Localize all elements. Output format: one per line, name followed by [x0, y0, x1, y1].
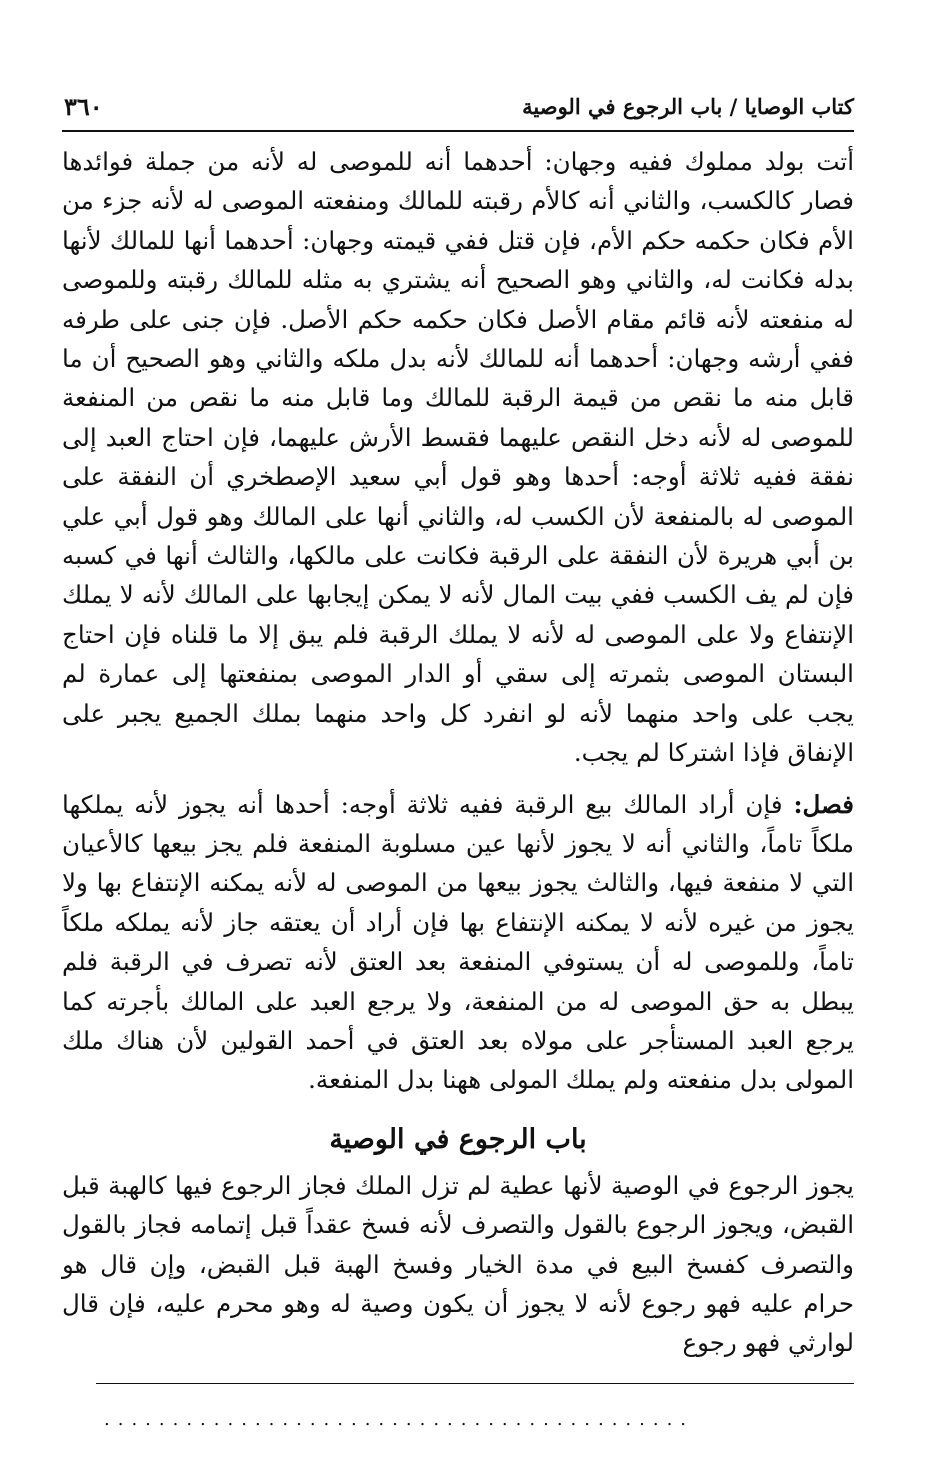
paragraph-section-sale — [62, 785, 854, 1100]
footnote-dots: ........................................... — [104, 1408, 695, 1430]
paragraph-revocation: يجوز الرجوع في الوصية لأنها عطية لم تزل الملك فجاز الرجوع فيها كالهبة قبل القبض، ويجوز الرجوع بالقول والتصرف لأنه فسخ عقداً قبل إتمامه فجاز بالقول والتصرف كفسخ البيع في مدة الخيار وفسخ الهبة قبل القبض، وإن قال هو حرام عليه فهو رجوع لأنه لا يجوز أن يكون وصية له وهو محرم عليه، فإن قال لوارثي فهو رجوع — [62, 1170, 854, 1358]
book-page — [62, 86, 855, 1430]
chapter-title: باب الرجوع في الوصية — [329, 1123, 587, 1155]
footnote-divider — [96, 1383, 854, 1384]
paragraph-bequest-of-child: أتت بولد مملوك ففيه وجهان: أحدهما أنه للموصى له لأنه من جملة فوائدها فصار كالكسب، والثاني أنه كالأم رقبته للمالك ومنفعته الموصى له لأنه جزء من الأم فكان حكمه حكم الأم، فإن قتل ففي قيمته وجهان: أحدهما أنها للمالك لأنها بدله فكانت له، والثاني وهو الصحيح أنه يشتري به مثله للمالك رقبته وللموصى له منفعته لأنه قائم مقام الأصل فكان حكمه حكم الأصل. فإن جنى على طرفه ففي أرشه وجهان: أحدهما أنه للمالك لأنه بدل ملكه والثاني وهو الصحيح أن ما قابل منه ما نقص من قيمة الرقبة للمالك وما قابل منه ما نقص من المنفعة للموصى له لأنه دخل النقص عليهما فقسط الأرش عليهما، فإن احتاج العبد إلى نفقة ففيه ثلاثة أوجه: أحدها وهو قول أبي سعيد الإصطخري أن النفقة على الموصى له بالمنفعة لأن الكسب له، والثاني أنها على المالك وهو قول أبي علي بن أبي هريرة لأن النفقة على الرقبة فكانت على مالكها، والثالث أنها في كسبه فإن لم يف الكسب ففي بيت المال لأنه لا يمكن إيجابها على المالك لأنه لا يملك الإنتفاع ولا على الموصى له لأنه لا يملك الرقبة فلم يبق إلا ما قلناه فإن احتاج البستان الموصى بثمرته إلى سقي أو الدار الموصى بمنفعتها إلى عمارة لم يجب على واحد منهما لأنه لو انفرد كل واحد منهما بملك الجميع يجبر على الإنفاق فإذا اشتركا لم يجب. — [62, 147, 854, 768]
section-term: فصل: — [793, 789, 855, 819]
running-head: كتاب الوصايا / باب الرجوع في الوصية — [522, 94, 854, 119]
section-body: فإن أراد المالك بيع الرقبة ففيه ثلاثة أوجه: أحدها أنه يجوز لأنه يملكها ملكاً تاماً، والثاني أنه لا يجوز لأنها عين مسلوبة المنفعة فلم يجز بيعها كالأعيان التي لا منفعة فيها، والثالث يجوز بيعها من الموصى له لأنه يمكنه الإنتفاع بها ولا يجوز من غيره لأنه لا يمكنه الإنتفاع بها فإن أراد أن يعتقه جاز لأنه يملكه ملكاً تاماً، وللموصى له أن يستوفي المنفعة بعد العتق لأنه تصرف في الرقبة فلم يبطل به حق الموصى له من المنفعة، ولا يرجع العبد على المالك بأجرته كما يرجع العبد المستأجر على مولاه بعد العتق في أحمد القولين لأن هناك ملك المولى بدل منفعته ولم يملك المولى ههنا بدل المنفعة. — [62, 789, 854, 1095]
page-number: ٣٦٠ — [64, 92, 103, 121]
page-header — [62, 86, 854, 132]
